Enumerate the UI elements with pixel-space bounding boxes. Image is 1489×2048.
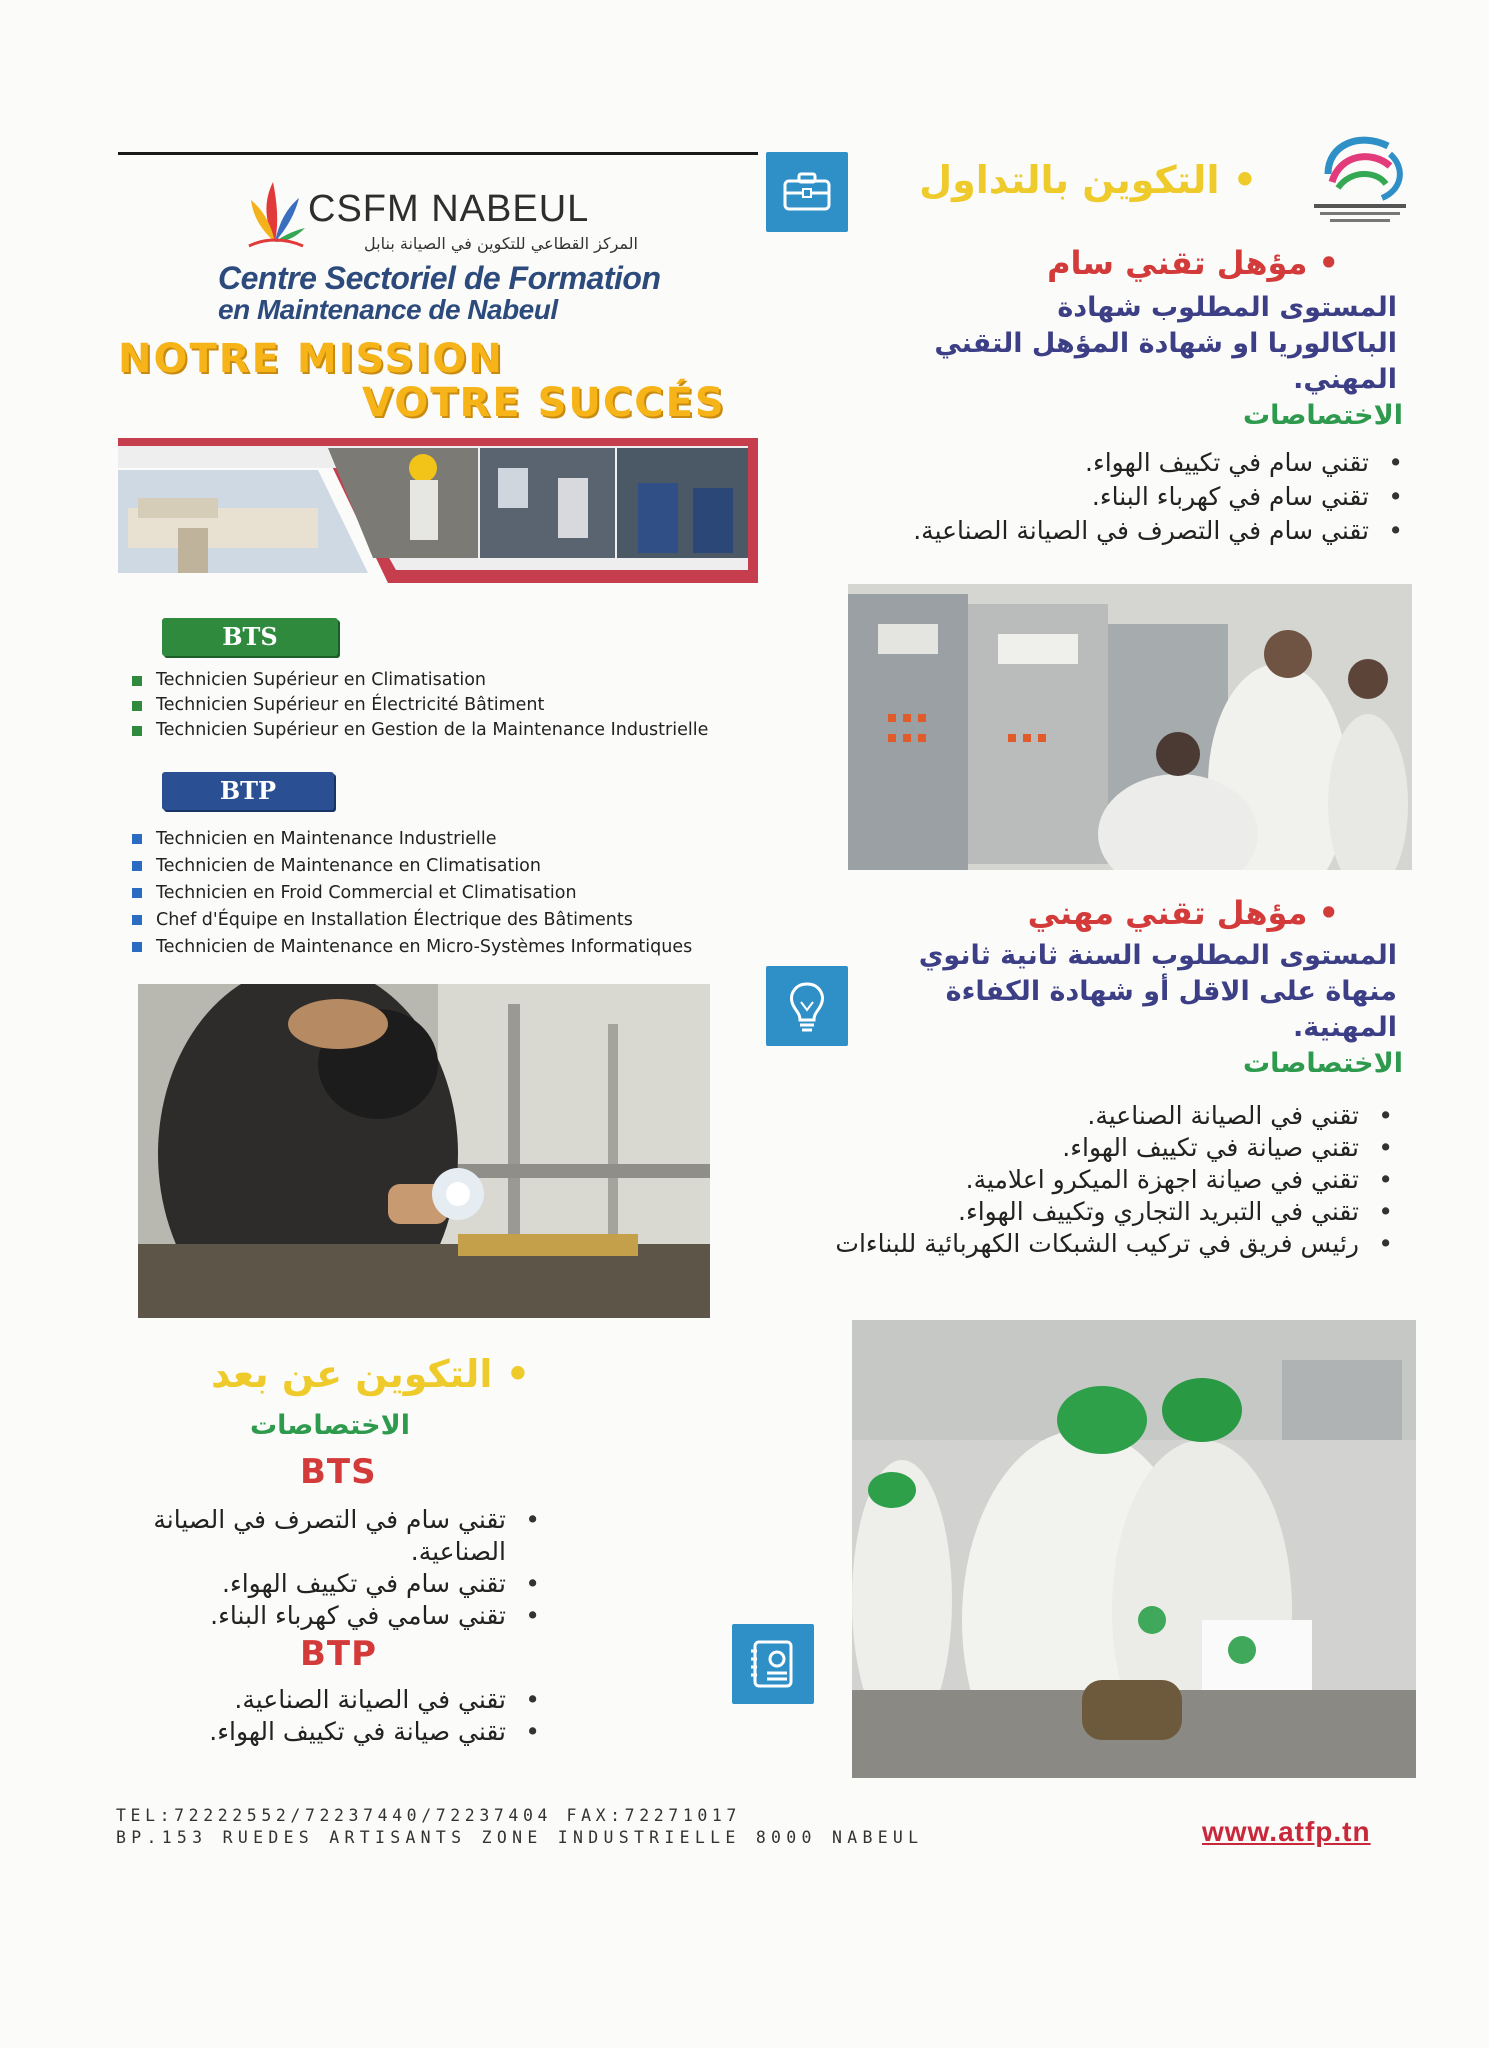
list-item: Technicien Supérieur en Climatisation [130, 668, 708, 693]
mihani-heading [1028, 894, 1339, 932]
list-item: • تقني في التبريد التجاري وتكييف الهواء. [835, 1196, 1393, 1228]
sam-specialties-title: الاختصاصات [1243, 400, 1403, 431]
bullet-dot: • [1318, 894, 1339, 932]
alternance-heading-text: التكوين بالتداول [919, 158, 1220, 202]
sam-heading-text: مؤهل تقني سام [1047, 244, 1308, 282]
slogan-line2: VOTRE SUCCÉS [362, 380, 726, 426]
brand-name-line2: en Maintenance de Nabeul [218, 294, 558, 325]
list-item: Technicien de Maintenance en Micro-Systèmes Informatiques [130, 934, 692, 961]
list-item: • تقني في الصيانة الصناعية. [835, 1100, 1393, 1132]
list-item: Technicien Supérieur en Électricité Bâtiment [130, 693, 708, 718]
lab-photo [848, 584, 1412, 870]
list-item: Technicien en Maintenance Industrielle [130, 826, 692, 853]
list-item: • تقني سامي في كهرباء البناء. [140, 1600, 540, 1632]
briefcase-icon [766, 152, 848, 232]
safe-icon [732, 1624, 814, 1704]
slogan-line1: NOTRE MISSION [118, 336, 504, 382]
btp-badge: BTP [162, 772, 334, 810]
distance-bts-list [140, 1504, 540, 1632]
distance-specialties-title: الاختصاصات [250, 1410, 410, 1441]
list-item: • تقني في صيانة اجهزة الميكرو اعلامية. [835, 1164, 1393, 1196]
distance-btp-label: BTP [300, 1634, 378, 1674]
distance-heading-text: التكوين عن بعد [210, 1352, 493, 1396]
mihani-requirement: المستوى المطلوب السنة ثانية ثانوي منهاة على الاقل أو شهادة الكفاءة المهنية. [918, 940, 1397, 1043]
bullet-dot: • [1232, 158, 1257, 202]
list-item: • تقني سام في التصرف في الصيانة الصناعية. [140, 1504, 540, 1568]
alternance-heading [919, 158, 1257, 202]
sam-heading [1047, 244, 1339, 282]
footer-address: BP.153 RUEDES ARTISANTS ZONE INDUSTRIELLE 8000 NABEUL [116, 1828, 924, 1847]
bts-list [130, 668, 708, 743]
workshop-photo [852, 1320, 1416, 1778]
list-item: Chef d'Équipe en Installation Électrique des Bâtiments [130, 907, 692, 934]
sam-specialties-list [913, 446, 1403, 548]
mihani-specialties-list [835, 1100, 1393, 1260]
list-item: • تقني سام في التصرف في الصيانة الصناعية. [913, 514, 1403, 548]
list-item: • تقني صيانة في تكييف الهواء. [140, 1716, 540, 1748]
footer-contact: TEL:72222552/72237440/72237404 FAX:72271017 [116, 1806, 741, 1825]
lightbulb-icon [766, 966, 848, 1046]
mihani-specialties-title: الاختصاصات [1243, 1048, 1403, 1079]
atfp-logo [1310, 124, 1410, 234]
distance-bts-label: BTS [300, 1452, 377, 1492]
brand-name-line1: Centre Sectoriel de Formation [218, 260, 661, 296]
sam-requirement: المستوى المطلوب شهادة الباكالوريا او شهادة المؤهل التقني المهني. [934, 292, 1397, 395]
welding-photo [138, 984, 710, 1318]
list-item: Technicien de Maintenance en Climatisation [130, 853, 692, 880]
list-item: • تقني سام في تكييف الهواء. [913, 446, 1403, 480]
top-divider [118, 152, 758, 155]
list-item: • تقني سام في كهرباء البناء. [913, 480, 1403, 514]
csfm-leaf-logo [245, 172, 305, 252]
list-item: • تقني صيانة في تكييف الهواء. [835, 1132, 1393, 1164]
website-link[interactable]: www.atfp.tn [1202, 1816, 1371, 1847]
list-item: Technicien en Froid Commercial et Climatisation [130, 880, 692, 907]
list-item: • رئيس فريق في تركيب الشبكات الكهربائية للبناءات [835, 1228, 1393, 1260]
distance-heading [180, 1352, 530, 1396]
banner-photos [118, 438, 758, 583]
distance-btp-list [140, 1684, 540, 1748]
btp-list [130, 826, 692, 961]
bullet-dot: • [1318, 244, 1339, 282]
list-item: Technicien Supérieur en Gestion de la Maintenance Industrielle [130, 718, 708, 743]
brand-title: CSFM NABEUL [308, 188, 590, 230]
list-item: • تقني في الصيانة الصناعية. [140, 1684, 540, 1716]
bullet-dot: • [505, 1352, 530, 1396]
bts-badge: BTS [162, 618, 338, 656]
list-item: • تقني سام في تكييف الهواء. [140, 1568, 540, 1600]
mihani-heading-text: مؤهل تقني مهني [1027, 894, 1308, 932]
brand-subtitle-arabic: المركز القطاعي للتكوين في الصيانة بنابل [364, 234, 638, 253]
